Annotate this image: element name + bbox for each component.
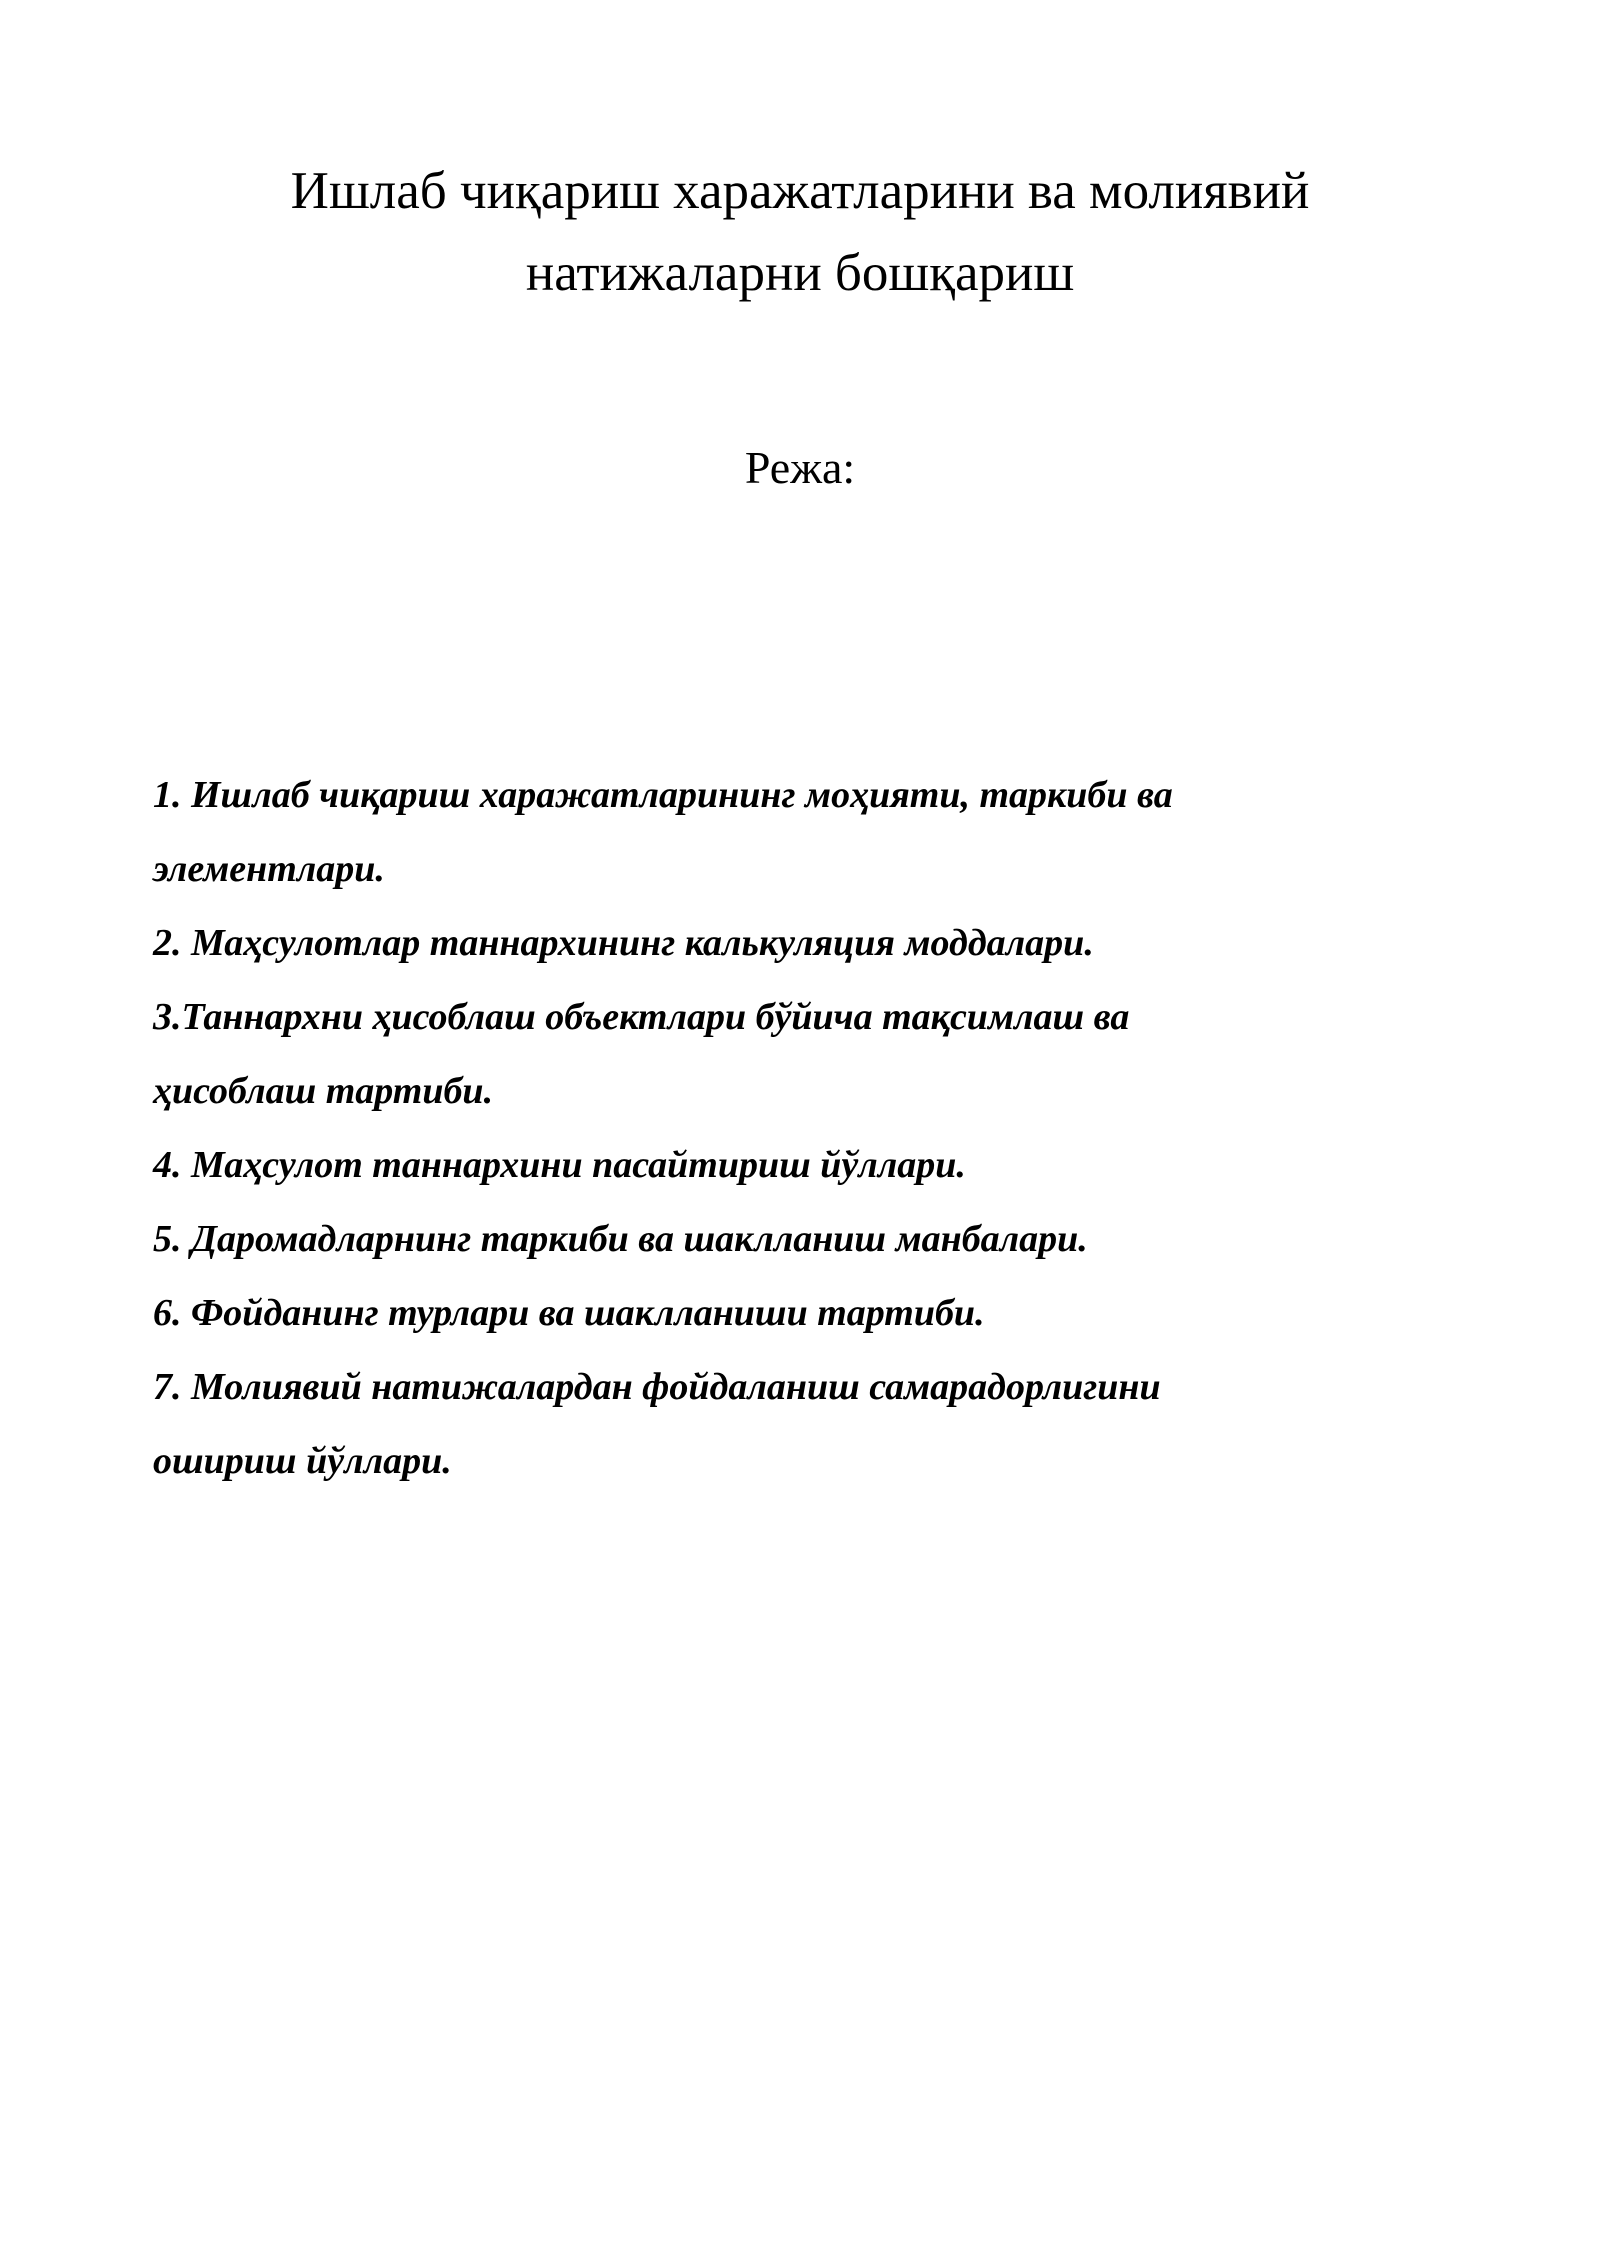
title-line: натижаларни бошқариш [525,244,1075,302]
title-line: Ишлаб чиқариш харажатларини ва молиявий [290,162,1310,220]
plan-item-line: 2. Маҳсулотлар таннархининг калькуляция моддалари. [153,922,1094,964]
plan-item-line: 3.Таннархни ҳисоблаш объектлари бўйича тақсимлаш ва [153,996,1130,1038]
plan-item-line: 7. Молиявий натижалардан фойдаланиш самарадорлигини [153,1366,1161,1408]
plan-heading: Режа: [744,442,856,493]
plan-item-line: элементлари. [153,848,385,890]
plan-list [153,758,1453,1498]
plan-item-line: 4. Маҳсулот таннархини пасайтириш йўллари. [153,1144,966,1186]
document-title [0,150,1600,314]
plan-item-line: 6. Фойданинг турлари ва шаклланиши тартиби. [153,1292,985,1334]
plan-item-line: 1. Ишлаб чиқариш харажатларининг моҳияти, таркиби ва [153,774,1173,816]
plan-item-line: 5. Даромадларнинг таркиби ва шаклланиш манбалари. [153,1218,1088,1260]
plan-item-line: ҳисоблаш тартиби. [153,1070,494,1112]
plan-item-line: ошириш йўллари. [153,1440,452,1482]
